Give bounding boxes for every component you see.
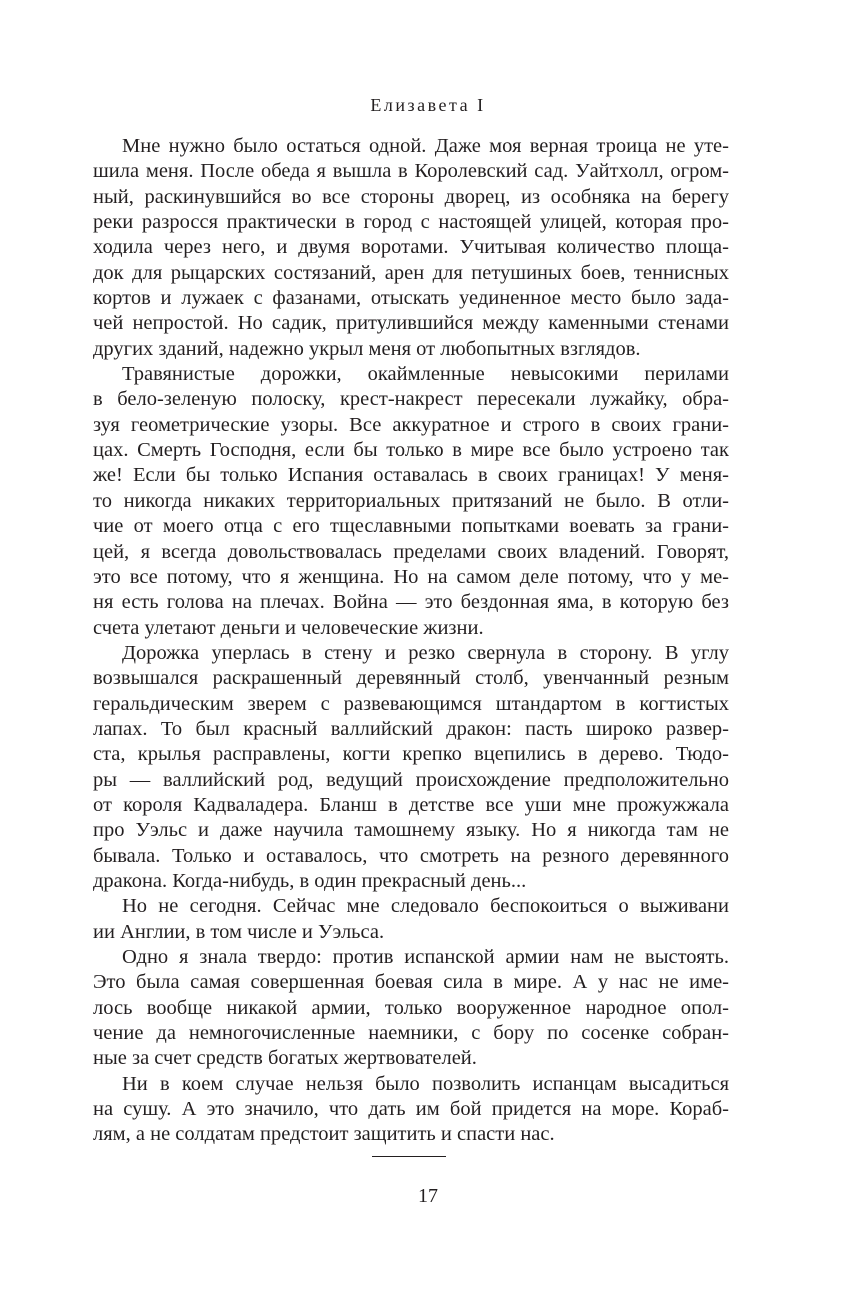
paragraph <box>93 1072 729 1148</box>
text-line: это все потому, что я женщина. Но на самом деле потому, что у ме- <box>93 565 729 588</box>
text-line: ходила через него, и двумя воротами. Учитывая количество площа- <box>93 236 729 259</box>
text-line: Одно я знала твердо: против испанской армии нам не выстоять. <box>122 946 729 968</box>
text-line: Дорожка уперлась в стену и резко свернула в сторону. В углу <box>122 641 729 664</box>
text-line: чей непростой. Но садик, притулившийся между каменными стенами <box>93 312 729 335</box>
text-line: чение да немногочисленные наемники, с бору по сосенке собран- <box>93 1022 729 1045</box>
text-line: ня есть голова на плечах. Война — это бездонная яма, в которую без <box>93 591 729 614</box>
text-line: геральдическим зверем с развевающимся штандартом в когтистых <box>93 692 729 715</box>
text-line: Травянистые дорожки, окаймленные невысокими перилами <box>122 363 729 386</box>
text-line: счета улетают деньги и человеческие жизни. <box>93 616 484 639</box>
text-line: Мне нужно было остаться одной. Даже моя верная троица не уте- <box>122 135 729 157</box>
text-line: лапах. То был красный валлийский дракон: пасть широко развер- <box>93 717 729 740</box>
text-line: других зданий, надежно укрыл меня от любопытных взглядов. <box>93 337 641 360</box>
paragraph <box>93 945 729 1072</box>
text-line: ный, раскинувшийся во все стороны дворец, из особняка на берегу <box>93 185 729 208</box>
text-line: на сушу. А это значило, что дать им бой придется на море. Кораб- <box>93 1098 729 1121</box>
body-text <box>93 134 729 1148</box>
text-line: док для рыцарских состязаний, арен для петушиных боев, теннисных <box>93 261 729 284</box>
text-line: ные за счет средств богатых жертвователей. <box>93 1047 477 1070</box>
text-line: дракона. Когда-нибудь, в один прекрасный день... <box>93 869 527 892</box>
text-line: про Уэльс и даже научила тамошнему языку. Но я никогда там не <box>93 819 729 842</box>
text-line: лось вообще никакой армии, только вооруженное народное опол- <box>93 996 729 1019</box>
text-line: в бело-зеленую полоску, крест-накрест пересекали лужайку, обра- <box>93 388 729 411</box>
text-line: шила меня. После обеда я вышла в Королевский сад. Уайтхолл, огром- <box>93 160 729 183</box>
text-line: лям, а не солдатам предстоит защитить и спасти нас. <box>93 1123 555 1146</box>
text-line: чие от моего отца с его тщеславными попытками воевать за грани- <box>93 515 729 538</box>
paragraph <box>93 894 729 945</box>
text-line: то никогда никаких территориальных притязаний не было. В отли- <box>93 489 729 512</box>
text-line: от короля Кадваладера. Бланш в детстве все уши мне прожужжала <box>93 793 729 816</box>
text-line: Ни в коем случае нельзя было позволить испанцам высадиться <box>122 1072 729 1095</box>
text-line: цах. Смерть Господня, если бы только в мире все было устроено так <box>93 439 729 462</box>
text-line: реки разросся практически в город с настоящей улицей, которая про- <box>93 211 729 234</box>
paragraph <box>93 362 729 641</box>
page-number: 17 <box>418 1185 438 1207</box>
text-line: кортов и лужаек с фазанами, отыскать уединенное место было зада- <box>93 287 729 310</box>
paragraph <box>93 641 729 894</box>
running-head: Елизавета I <box>370 95 486 115</box>
text-line: Но не сегодня. Сейчас мне следовало беспокоиться о выживани <box>122 895 729 918</box>
text-line: ии Англии, в том числе и Уэльса. <box>93 920 385 943</box>
text-line: зуя геометрические узоры. Все аккуратное и строго в своих грани- <box>93 413 729 436</box>
text-line: цей, я всегда довольствовалась пределами своих владений. Говорят, <box>93 540 729 563</box>
text-line: ры — валлийский род, ведущий происхождение предположительно <box>93 768 729 791</box>
text-line: Это была самая совершенная боевая сила в мире. А у нас не име- <box>93 971 729 994</box>
text-line: ста, крылья расправлены, когти крепко вцепились в дерево. Тюдо- <box>93 743 729 766</box>
text-line: возвышался раскрашенный деревянный столб, увенчанный резным <box>93 667 729 690</box>
text-line: бывала. Только и оставалось, что смотреть на резного деревянного <box>93 844 729 867</box>
footer-rule <box>372 1156 446 1157</box>
text-line: же! Если бы только Испания оставалась в своих границах! У меня- <box>93 464 729 487</box>
paragraph <box>93 134 729 362</box>
